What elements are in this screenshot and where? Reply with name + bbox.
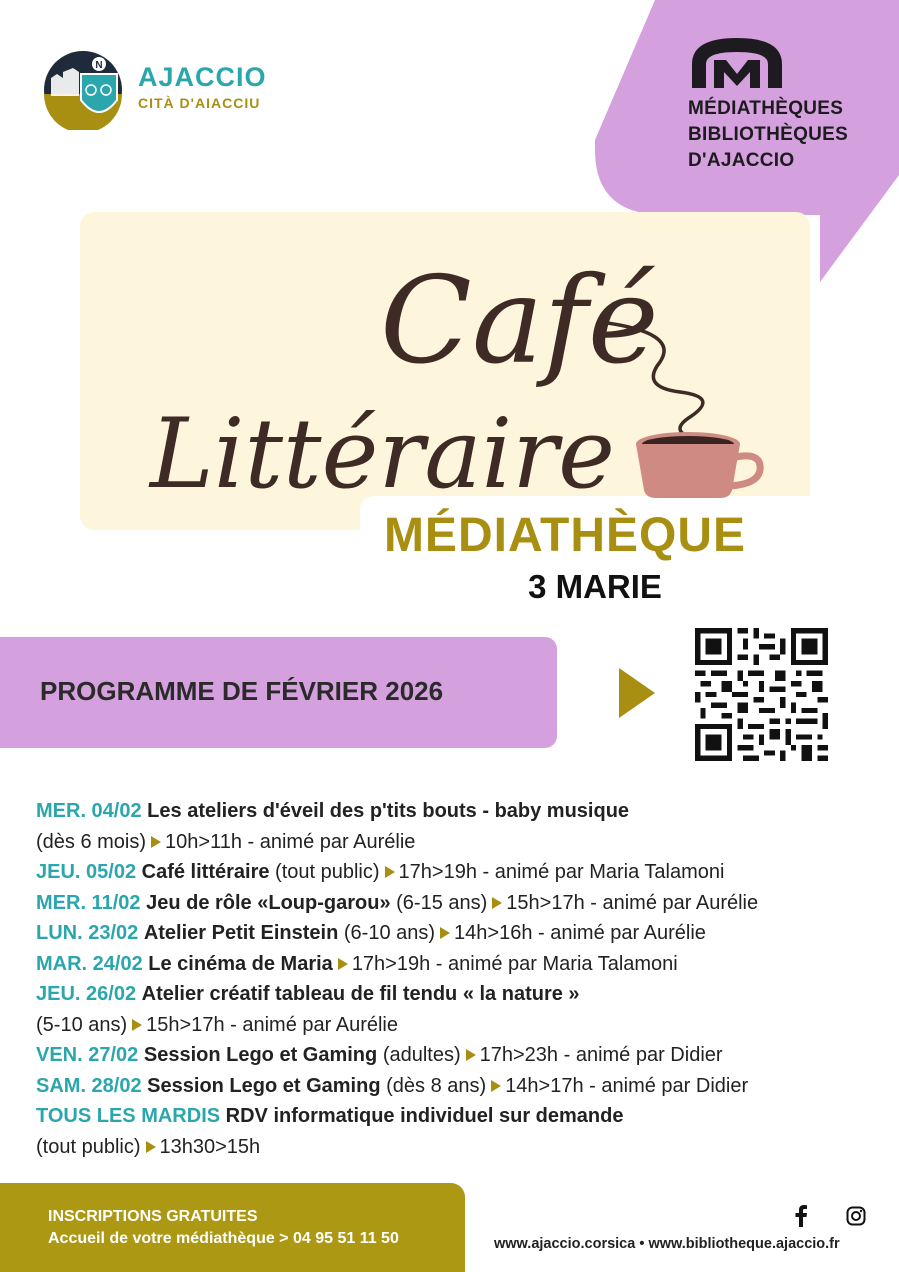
event-time: 17h>23h - animé par Didier: [479, 1044, 723, 1066]
event-line: [36, 1010, 886, 1041]
bullet-arrow-icon: [385, 866, 395, 878]
script-title-litteraire: Littéraire: [150, 398, 615, 510]
event-line: [36, 979, 886, 1010]
event-line: [36, 796, 886, 827]
event-title: Jeu de rôle «Loup-garou»: [146, 891, 391, 914]
event-title: Les ateliers d'éveil des p'tits bouts - baby musique: [147, 800, 630, 822]
library-arch-m-icon: [688, 36, 786, 90]
event-audience: (tout public): [275, 861, 380, 883]
event-audience: (6-10 ans): [343, 922, 436, 944]
event-title: Session Lego et Gaming: [147, 1074, 381, 1097]
play-arrow-icon: [619, 668, 655, 718]
libraries-line-2: BIBLIOTHÈQUES: [688, 124, 849, 145]
libraries-line-3: D'AJACCIO: [688, 150, 795, 171]
event-line: [36, 918, 886, 949]
city-shield-emblem-icon: [43, 50, 123, 130]
facebook-icon[interactable]: [794, 1205, 808, 1227]
event-date: MER. 04/02: [36, 800, 142, 822]
bullet-arrow-icon: [132, 1019, 142, 1031]
logo-badge-letter: N: [95, 60, 103, 71]
qr-code-icon[interactable]: [695, 628, 828, 761]
event-list: [36, 796, 886, 1162]
event-time: 10h>11h - animé par Aurélie: [165, 830, 416, 853]
bullet-arrow-icon: [491, 1080, 501, 1092]
cafe-litteraire-artwork: [80, 212, 840, 532]
event-time: 15h>17h - animé par Aurélie: [146, 1013, 398, 1036]
event-line: [36, 1071, 886, 1102]
event-line: [36, 888, 886, 919]
event-date: SAM. 28/02: [36, 1074, 142, 1097]
event-date: MAR. 24/02: [36, 952, 143, 975]
event-line: [36, 949, 886, 980]
bullet-arrow-icon: [146, 1141, 156, 1153]
event-audience: (dès 6 mois): [36, 830, 147, 853]
venue-subtitle: 3 MARIE: [528, 568, 662, 605]
footer-websites[interactable]: www.ajaccio.corsica • www.bibliotheque.ajaccio.fr: [494, 1236, 840, 1252]
program-title: PROGRAMME DE FÉVRIER 2026: [40, 676, 444, 706]
event-title: Café littéraire: [141, 861, 270, 883]
coffee-cup-icon: [636, 432, 760, 498]
script-title-cafe: Café: [380, 252, 659, 391]
footer-contact-phone[interactable]: Accueil de votre médiathèque > 04 95 51 11 50: [48, 1230, 399, 1247]
event-title: RDV informatique individuel sur demande: [225, 1105, 624, 1127]
city-name: AJACCIO: [138, 62, 267, 92]
bullet-arrow-icon: [338, 958, 348, 970]
event-time: 17h>19h - animé par Maria Talamoni: [398, 861, 725, 883]
instagram-icon[interactable]: [846, 1206, 866, 1226]
event-date: JEU. 05/02: [36, 861, 137, 883]
event-audience: (5-10 ans): [36, 1013, 128, 1036]
event-line: [36, 1101, 886, 1132]
event-time: 17h>19h - animé par Maria Talamoni: [351, 952, 678, 975]
event-line: [36, 1040, 886, 1071]
event-title: Atelier créatif tableau de fil tendu « la nature »: [141, 983, 580, 1005]
event-title: Le cinéma de Maria: [148, 952, 333, 975]
footer-registration: INSCRIPTIONS GRATUITES: [48, 1208, 258, 1225]
event-audience: (tout public): [36, 1135, 141, 1158]
libraries-line-1: MÉDIATHÈQUES: [688, 98, 844, 119]
event-title: Session Lego et Gaming: [143, 1044, 378, 1066]
event-time: 13h30>15h: [159, 1135, 261, 1158]
libraries-name: [688, 96, 848, 174]
bullet-arrow-icon: [151, 836, 161, 848]
event-audience: (6-15 ans): [396, 891, 488, 914]
bullet-arrow-icon: [440, 927, 450, 939]
bullet-arrow-icon: [466, 1049, 476, 1061]
event-date: JEU. 26/02: [36, 983, 137, 1005]
event-time: 15h>17h - animé par Aurélie: [506, 891, 759, 914]
city-subtitle: CITÀ D'AIACCIU: [138, 95, 261, 111]
footer-banner: [0, 1183, 465, 1272]
event-time: 14h>16h - animé par Aurélie: [454, 922, 706, 944]
venue-title: MÉDIATHÈQUE: [383, 509, 747, 562]
event-line: [36, 857, 886, 888]
event-time: 14h>17h - animé par Didier: [505, 1074, 749, 1097]
event-title: Atelier Petit Einstein: [143, 922, 339, 944]
event-date: TOUS LES MARDIS: [36, 1105, 221, 1127]
event-audience: (adultes): [382, 1044, 461, 1066]
event-date: VEN. 27/02: [36, 1044, 139, 1066]
event-date: MER. 11/02: [36, 891, 141, 914]
event-line: [36, 1132, 886, 1163]
bullet-arrow-icon: [492, 897, 502, 909]
event-line: [36, 827, 886, 858]
event-date: LUN. 23/02: [36, 922, 139, 944]
event-audience: (dès 8 ans): [386, 1074, 487, 1097]
